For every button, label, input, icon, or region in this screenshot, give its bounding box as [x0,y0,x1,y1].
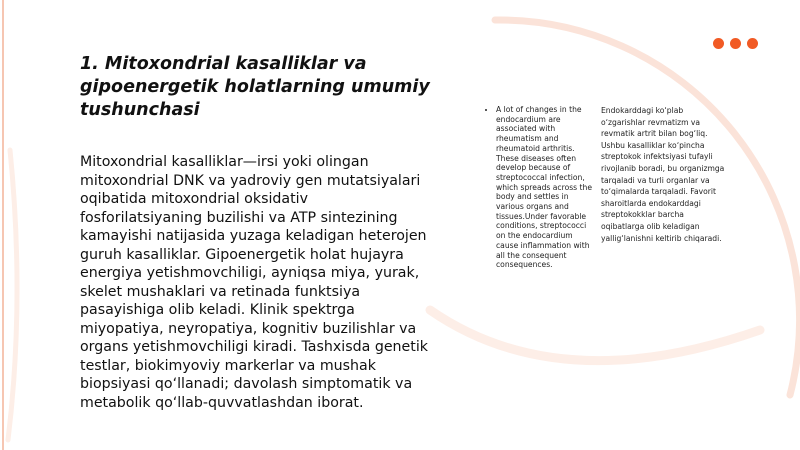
dot-icon [747,38,758,49]
dot-icon [713,38,724,49]
english-note-column [484,105,592,270]
dot-icon [730,38,741,49]
body-paragraph: Mitoxondrial kasalliklar—irsi yoki olingan mitoxondrial DNK va yadroviy gen mutatsiyalari oqibatida mitoxondrial oksidativ fosforilatsiyaning buzilishi va ATP sintezining kamayishi natijasida yuzaga keladigan heterojen guruh kasalliklar. Gipoenergetik holat hujayra energiya yetishmovchiligi, ayniqsa miya, yurak, skelet mushaklari va retinada funktsiya pasayishiga olib keladi. Klinik spektrga miyopatiya, neyropatiya, kognitiv buzilishlar va organs yetishmovchiligi kiradi. Tashxisda genetik testlar, biokimyoviy markerlar va mushak biopsiyasi qo‘llanadi; davolash simptomatik va metabolik qo‘llab-quvvatlashdan iborat. [80,154,429,411]
bottom-left-arc [8,150,17,440]
decorative-dots [713,38,758,49]
slide-title: 1. Mitoxondrial kasalliklar va gipoenergetik holatlarning umumiy tushunchasi [80,54,430,120]
uzbek-note-column: Endokarddagi ko‘plab o‘zgarishlar revmatizm va revmatik artrit bilan bog‘liq. Ushbu kasalliklar ko‘pincha streptokok infektsiyasi tufayli rivojlanib boradi, bu organizmga tarqaladi va turli organlar va to‘qimalarda tarqaladi. Favorit sharoitlarda endokarddagi streptokokklar barcha oqibatlarga olib keladigan yallig‘lanishni keltirib chiqaradi. [601,106,725,243]
lower-arc [430,310,760,361]
english-note-item: • A lot of changes in the endocardium are associated with rheumatism and rheumatoid arthritis. These diseases often develop because of streptococcal infection, which spreads across the body and settles in various organs and tissues.Under favorable conditions, streptococci on the endocardium cause inflammation with all the consequent consequences. [496,105,592,270]
